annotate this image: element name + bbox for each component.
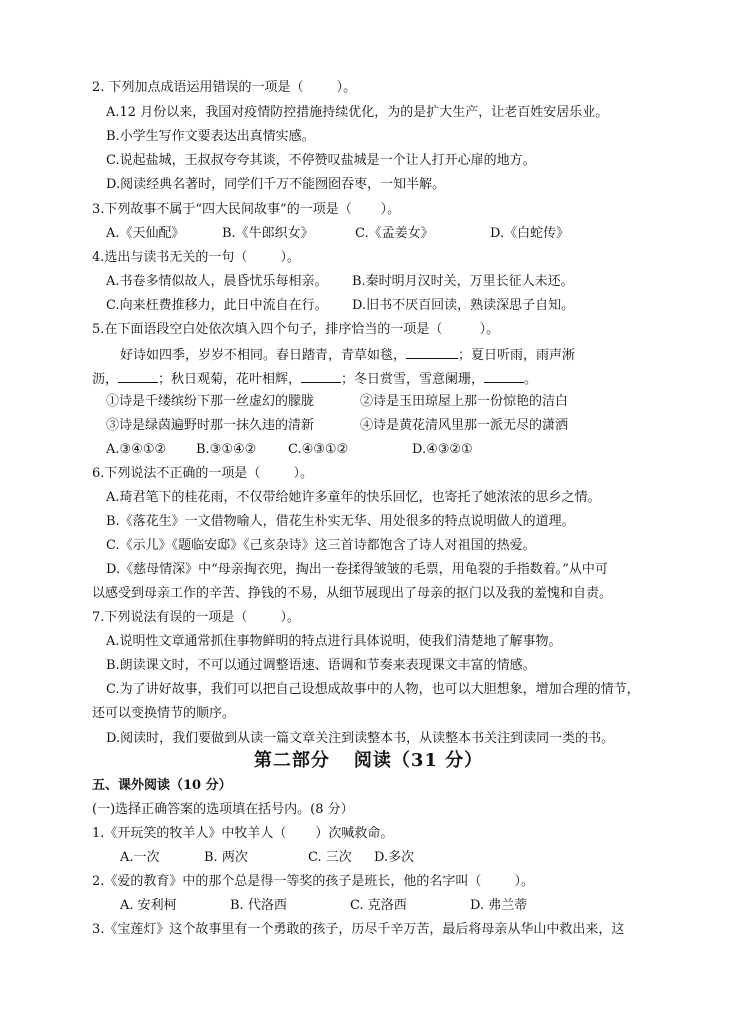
q5-passage-text: ；冬日赏雪，雪意阑珊， <box>341 372 485 387</box>
r2-option-c: C. 克洛西 <box>350 898 407 913</box>
q5-passage-text: ；夏日听雨，雨声淅 <box>458 348 576 363</box>
q6-option-c: C.《示儿》《题临安邸》《己亥杂诗》这三首诗都饱含了诗人对祖国的热爱。 <box>106 538 536 553</box>
q3-option-b: B.《牛郎织女》 <box>222 226 314 241</box>
q2-option-a: A.12 月份以来，我国对疫情防控措施持续优化，为的是扩大生产，让老百姓安居乐业。 <box>106 105 609 120</box>
q5-blank-3 <box>301 370 341 383</box>
r1-option-a: A.一次 <box>120 850 160 865</box>
q2-option-d: D.阅读经典名著时，同学们千万不能囫囵吞枣，一知半解。 <box>106 177 446 192</box>
r1-stem: 1.《开玩笑的牧羊人》中牧羊人（ ）次喊救命。 <box>92 826 394 841</box>
q7-option-c-line2: 还可以变换情节的顺序。 <box>92 706 236 721</box>
q5-sentences-row1 <box>0 394 737 410</box>
section-five-instruction: (一)选择正确答案的选项填在括号内。(8 分） <box>92 802 354 817</box>
q2-stem: 2. 下列加点成语运用错误的一项是（ ）。 <box>92 80 357 95</box>
q5-option-b: B.③①④② <box>196 442 257 457</box>
q4-option-c: C.向来枉费推移力，此日中流自在行。 <box>106 298 328 313</box>
q5-sentence-3: ③诗是绿茵遍野时那一抹久违的清新 <box>106 418 315 433</box>
q5-passage-text: ；秋日观菊，花叶相辉， <box>158 372 302 387</box>
q7-option-a: A.说明性文章通常抓住事物鲜明的特点进行具体说明，使我们清楚地了解事物。 <box>106 634 562 649</box>
q3-option-a: A.《天仙配》 <box>106 226 185 241</box>
part-two-label: 第二部分 <box>253 750 330 771</box>
q2-option-b: B.小学生写作文要表达出真情实感。 <box>106 129 315 144</box>
q5-passage-line1 <box>120 346 575 364</box>
part-two-title: 阅读（31 分） <box>353 750 484 771</box>
r3-stem: 3.《宝莲灯》这个故事里有一个勇敢的孩子，历尽千辛万苦，最后将母亲从华山中救出来，这 <box>92 922 625 937</box>
q4-option-b: B.秦时明月汉时关，万里长征人未还。 <box>352 274 574 289</box>
q5-sentences-row2 <box>0 418 737 434</box>
q3-options <box>0 226 737 242</box>
q6-stem: 6.下列说法不正确的一项是（ ）。 <box>92 466 313 481</box>
r1-option-d: D.多次 <box>374 850 415 865</box>
r2-options <box>0 898 737 914</box>
q7-option-b: B.朗读课文时，不可以通过调整语速、语调和节奏来表现课文丰富的情感。 <box>106 658 536 673</box>
q5-sentence-4: ④诗是黄花清风里那一派无尽的潇洒 <box>360 418 569 433</box>
q5-blank-4 <box>484 370 524 383</box>
q7-option-c-line1: C.为了讲好故事，我们可以把自己设想成故事中的人物，也可以大胆想象，增加合理的情节， <box>106 682 640 697</box>
q4-stem: 4.选出与读书无关的一句（ ）。 <box>92 250 300 265</box>
q5-passage-text: 沥， <box>92 372 119 387</box>
q6-option-b: B.《落花生》一文借物喻人，借花生朴实无华、用处很多的特点说明做人的道理。 <box>106 514 575 529</box>
q5-option-c: C.④③①② <box>288 442 349 457</box>
q6-option-a: A.琦君笔下的桂花雨，不仅带给她许多童年的快乐回忆，也寄托了她浓浓的思乡之情。 <box>106 490 601 505</box>
r1-options <box>0 850 737 866</box>
q7-stem: 7.下列说法有误的一项是（ ）。 <box>92 610 300 625</box>
q4-option-a: A.书卷多情似故人，晨昏忧乐每相亲。 <box>106 274 328 289</box>
r2-stem: 2.《爱的教育》中的那个总是得一等奖的孩子是班长，他的名字叫（ ）。 <box>92 874 534 889</box>
r2-option-b: B. 代洛西 <box>230 898 287 913</box>
section-five-title: 五、课外阅读（10 分） <box>92 778 232 793</box>
r2-option-d: D. 弗兰蒂 <box>470 898 528 913</box>
q5-sentence-2: ②诗是玉田琼屋上那一份惊艳的洁白 <box>360 394 569 409</box>
q3-option-c: C.《孟姜女》 <box>355 226 434 241</box>
q4-options-row1 <box>0 274 737 290</box>
q6-option-d-line2: 以感受到母亲工作的辛苦、挣钱的不易，从细节展现出了母亲的抠门以及我的羞愧和自责。 <box>92 586 613 601</box>
q5-option-a: A.③④①② <box>106 442 167 457</box>
r1-option-b: B. 两次 <box>204 850 248 865</box>
q3-option-d: D.《白蛇传》 <box>490 226 570 241</box>
q2-option-c: C.说起盐城，王叔叔夸夸其谈，不停赞叹盐城是一个让人打开心扉的地方。 <box>106 153 536 168</box>
q5-blank-2 <box>118 370 158 383</box>
q5-option-d: D.④③②① <box>412 442 473 457</box>
q6-option-d-line1: D.《慈母情深》中“母亲掏衣兜，掏出一卷揉得皱皱的毛票，用龟裂的手指数着。”从中可 <box>106 562 608 577</box>
q7-option-d: D.阅读时，我们要做到从读一篇文章关注到读整本书，从读整本书关注到读同一类的书。 <box>106 731 615 746</box>
q5-sentence-1: ①诗是千缕缤纷下那一丝虚幻的朦胧 <box>106 394 315 409</box>
q4-options-row2 <box>0 298 737 314</box>
q5-options <box>0 442 737 458</box>
q5-stem: 5.在下面语段空白处依次填入四个句子，排序恰当的一项是（ ）。 <box>92 322 500 337</box>
part-two-heading <box>0 750 737 772</box>
q5-passage-text: 好诗如四季，岁岁不相同。春日踏青，青草如毯， <box>120 348 407 363</box>
r1-option-c: C. 三次 <box>308 850 352 865</box>
q4-option-d: D.旧书不厌百回读，熟读深思子自知。 <box>352 298 575 313</box>
q5-blank-1 <box>406 346 458 359</box>
q5-passage-line2 <box>92 370 537 388</box>
q5-passage-text: 。 <box>524 372 538 387</box>
r2-option-a: A. 安利柯 <box>120 898 177 913</box>
q3-stem: 3.下列故事不属于“四大民间故事”的一项是（ ）。 <box>92 202 401 217</box>
